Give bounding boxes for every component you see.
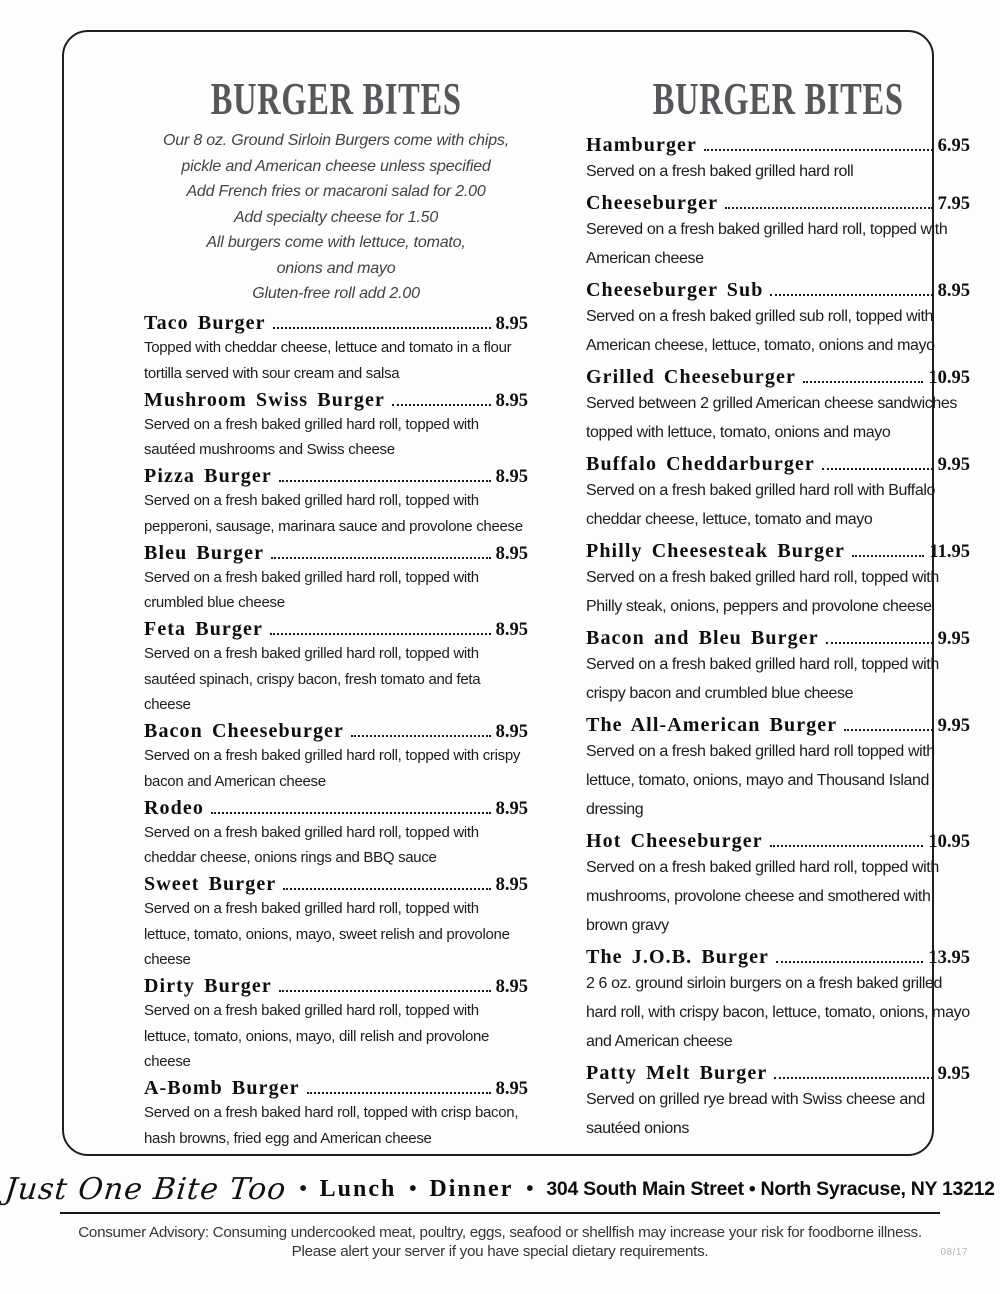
menu-item-header xyxy=(144,310,528,336)
intro-line: Gluten-free roll add 2.00 xyxy=(252,285,420,302)
intro-line: pickle and American cheese unless specified xyxy=(181,157,491,175)
dot-leader xyxy=(852,555,924,557)
dot-leader xyxy=(270,633,491,635)
footer-divider-rule xyxy=(60,1212,940,1214)
menu-item xyxy=(586,360,970,447)
item-name: Cheeseburger xyxy=(586,192,719,214)
item-name: Bleu Burger xyxy=(144,541,265,564)
item-price: 13.95 xyxy=(928,948,970,968)
item-description: Served on a fresh baked grilled hard roll xyxy=(586,163,854,180)
intro-notes xyxy=(144,128,528,307)
dot-leader xyxy=(279,990,491,992)
item-description: Served on a fresh baked grilled hard roll, topped with cheddar cheese, onions rings and BBQ sauce xyxy=(144,823,479,866)
item-description: Served on a fresh baked grilled hard roll, topped with mushrooms, provolone cheese and smothered with brown gravy xyxy=(586,859,939,934)
item-price: 8.95 xyxy=(495,314,528,334)
menu-item-header xyxy=(586,186,970,215)
menu-item xyxy=(586,447,970,534)
right-column xyxy=(586,76,970,1143)
item-description: Served on a fresh baked grilled hard roll, topped with crispy bacon and American cheese xyxy=(144,747,521,790)
item-description: Sereved on a fresh baked grilled hard roll, topped with American cheese xyxy=(586,221,948,267)
menu-item xyxy=(586,708,970,824)
menu-item-header xyxy=(144,386,528,412)
menu-item xyxy=(144,310,528,387)
intro-line: All burgers come with lettuce, tomato, xyxy=(206,234,466,251)
item-price: 7.95 xyxy=(937,194,970,214)
item-description: Served on a fresh baked grilled hard roll, topped with crispy bacon and crumbled blue cheese xyxy=(586,656,939,702)
item-name: Cheeseburger Sub xyxy=(586,279,764,301)
menu-item xyxy=(144,616,528,718)
item-description: Served on a fresh baked grilled hard roll with Buffalo cheddar cheese, lettuce, tomato and mayo xyxy=(586,482,935,528)
menu-item-header xyxy=(144,463,528,489)
footer-bullet-icon: • xyxy=(526,1177,534,1200)
item-description: 2 6 oz. ground sirloin burgers on a fresh baked grilled hard roll, with crispy bacon, lettuce, tomato, onions, mayo and American cheese xyxy=(586,975,970,1050)
item-name: Hamburger xyxy=(586,134,697,156)
consumer-advisory-line2: Please alert your server if you have special dietary requirements. xyxy=(291,1242,709,1260)
menu-item-header xyxy=(586,940,970,969)
item-name: Feta Burger xyxy=(144,618,263,640)
intro-line: onions and mayo xyxy=(276,259,396,277)
item-price: 9.95 xyxy=(937,629,970,649)
menu-item-header xyxy=(586,621,970,650)
dot-leader xyxy=(392,404,491,406)
consumer-advisory xyxy=(0,1224,1000,1261)
item-price: 8.95 xyxy=(495,798,528,819)
item-name: Grilled Cheeseburger xyxy=(586,366,796,388)
item-description: Served on a fresh baked grilled hard roll, topped with Philly steak, onions, peppers and provolone cheese xyxy=(586,569,939,615)
menu-item xyxy=(586,273,970,360)
restaurant-name: Just One Bite Too xyxy=(3,1171,289,1207)
dot-leader xyxy=(774,1077,932,1079)
item-price: 8.95 xyxy=(495,977,528,997)
dot-leader xyxy=(307,1092,491,1094)
footer-bullet-icon: • xyxy=(299,1177,307,1200)
dot-leader xyxy=(770,845,924,847)
menu-border-box xyxy=(62,30,970,1156)
menu-item-header xyxy=(586,360,970,389)
item-name: Buffalo Cheddarburger xyxy=(586,453,815,475)
item-name: Sweet Burger xyxy=(144,873,277,895)
menu-item-header xyxy=(144,973,528,999)
item-price: 8.95 xyxy=(495,543,528,564)
right-column-title-text: BURGER BITES xyxy=(652,74,904,124)
item-name: Patty Melt Burger xyxy=(586,1062,768,1084)
revision-date: 08/17 xyxy=(940,1247,968,1258)
dot-leader xyxy=(844,729,932,731)
item-price: 8.95 xyxy=(495,620,528,640)
dot-leader xyxy=(822,468,933,470)
menu-item-header xyxy=(144,871,528,897)
left-column xyxy=(144,76,528,1151)
menu-item xyxy=(586,186,970,273)
item-name: A-Bomb Burger xyxy=(144,1077,300,1099)
item-price: 8.95 xyxy=(495,390,528,411)
footer xyxy=(0,1168,1000,1210)
item-name: The J.O.B. Burger xyxy=(586,946,770,968)
item-price: 11.95 xyxy=(929,542,970,562)
item-name: Mushroom Swiss Burger xyxy=(144,388,385,411)
menu-item-header xyxy=(144,718,528,744)
left-column-title-text: BURGER BITES xyxy=(210,74,462,124)
menu-item-header xyxy=(586,708,970,737)
menu-item xyxy=(586,1056,970,1143)
dot-leader xyxy=(271,557,491,559)
item-description: Served on grilled rye bread with Swiss cheese and sautéed onions xyxy=(586,1091,925,1137)
consumer-advisory-line1: Consumer Advisory: Consuming undercooked meat, poultry, eggs, seafood or shellfish may increase your risk for foodborne illness. xyxy=(78,1224,922,1241)
item-name: Taco Burger xyxy=(144,312,266,334)
menu-item xyxy=(586,940,970,1056)
menu-item-header xyxy=(586,824,970,853)
item-price: 8.95 xyxy=(937,281,970,301)
menu-item-header xyxy=(586,128,970,157)
dot-leader xyxy=(826,642,933,644)
menu-item xyxy=(586,534,970,621)
dot-leader xyxy=(770,294,932,296)
item-name: Rodeo xyxy=(144,796,204,819)
dot-leader xyxy=(279,480,491,482)
item-name: The All-American Burger xyxy=(586,714,838,736)
right-column-title xyxy=(586,76,970,122)
menu-item xyxy=(144,718,528,795)
menu-item xyxy=(144,386,528,463)
footer-meal-lunch: Lunch xyxy=(319,1175,397,1202)
item-price: 9.95 xyxy=(937,716,970,736)
item-name: Pizza Burger xyxy=(144,465,272,487)
item-description: Served on a fresh baked hard roll, topped with crisp bacon, hash browns, fried egg and American cheese xyxy=(144,1104,519,1147)
menu-item-header xyxy=(586,273,970,302)
item-description: Served on a fresh baked grilled hard roll topped with lettuce, tomato, onions, mayo and Thousand Island dressing xyxy=(586,743,935,818)
item-price: 9.95 xyxy=(937,455,970,475)
menu-item xyxy=(586,128,970,186)
item-description: Served on a fresh baked grilled hard roll, topped with pepperoni, sausage, marinara sauce and provolone cheese xyxy=(144,492,523,535)
item-name: Bacon and Bleu Burger xyxy=(586,627,819,649)
item-price: 9.95 xyxy=(937,1064,970,1084)
item-description: Served between 2 grilled American cheese sandwiches topped with lettuce, tomato, onions and mayo xyxy=(586,395,957,441)
item-description: Served on a fresh baked grilled hard roll, topped with lettuce, tomato, onions, mayo, sweet relish and provolone cheese xyxy=(144,900,510,968)
intro-line: Add specialty cheese for 1.50 xyxy=(233,208,439,226)
left-item-list xyxy=(144,310,528,1152)
right-item-list xyxy=(586,128,970,1143)
footer-meal-dinner: Dinner xyxy=(429,1175,514,1202)
menu-item-header xyxy=(144,616,528,642)
item-price: 10.95 xyxy=(928,832,970,852)
dot-leader xyxy=(803,381,923,383)
item-description: Served on a fresh baked grilled sub roll, topped with American cheese, lettuce, tomato, onions and mayo xyxy=(586,308,935,354)
item-description: Topped with cheddar cheese, lettuce and tomato in a flour tortilla served with sour cream and salsa xyxy=(144,339,512,382)
menu-item xyxy=(144,973,528,1075)
item-description: Served on a fresh baked grilled hard roll, topped with sautéed spinach, crispy bacon, fresh tomato and feta cheese xyxy=(144,645,481,713)
menu-item xyxy=(144,794,528,871)
intro-line: Add French fries or macaroni salad for 2.00 xyxy=(186,183,486,200)
dot-leader xyxy=(725,207,933,209)
menu-item xyxy=(144,1075,528,1152)
item-name: Hot Cheeseburger xyxy=(586,830,763,852)
menu-item-header xyxy=(144,539,528,565)
footer-bullet-icon: • xyxy=(409,1177,417,1200)
menu-item xyxy=(586,824,970,940)
item-price: 8.95 xyxy=(495,1079,528,1099)
menu-item xyxy=(144,463,528,540)
item-description: Served on a fresh baked grilled hard roll, topped with crumbled blue cheese xyxy=(144,568,479,611)
menu-item xyxy=(144,871,528,973)
item-price: 8.95 xyxy=(495,875,528,895)
item-price: 6.95 xyxy=(937,136,970,156)
menu-item-header xyxy=(586,447,970,476)
left-column-title xyxy=(144,76,528,122)
footer-address: 304 South Main Street • North Syracuse, NY 13212 xyxy=(546,1177,995,1200)
item-description: Served on a fresh baked grilled hard roll, topped with sautéed mushrooms and Swiss cheese xyxy=(144,415,479,458)
item-name: Philly Cheesesteak Burger xyxy=(586,540,846,562)
dot-leader xyxy=(283,888,490,890)
menu-item-header xyxy=(586,534,970,563)
menu-item xyxy=(586,621,970,708)
menu-item-header xyxy=(586,1056,970,1085)
item-name: Bacon Cheeseburger xyxy=(144,720,344,742)
menu-item xyxy=(144,539,528,616)
dot-leader xyxy=(211,812,491,814)
item-price: 8.95 xyxy=(495,722,528,742)
menu-item-header xyxy=(144,794,528,820)
dot-leader xyxy=(351,735,491,737)
dot-leader xyxy=(776,961,923,963)
dot-leader xyxy=(273,327,491,329)
item-price: 10.95 xyxy=(928,368,970,388)
item-price: 8.95 xyxy=(495,467,528,487)
item-description: Served on a fresh baked grilled hard roll, topped with lettuce, tomato, onions, mayo, dill relish and provolone cheese xyxy=(144,1002,490,1070)
dot-leader xyxy=(704,149,933,151)
menu-item-header xyxy=(144,1075,528,1101)
item-name: Dirty Burger xyxy=(144,975,272,997)
intro-line: Our 8 oz. Ground Sirloin Burgers come with chips, xyxy=(163,132,509,149)
